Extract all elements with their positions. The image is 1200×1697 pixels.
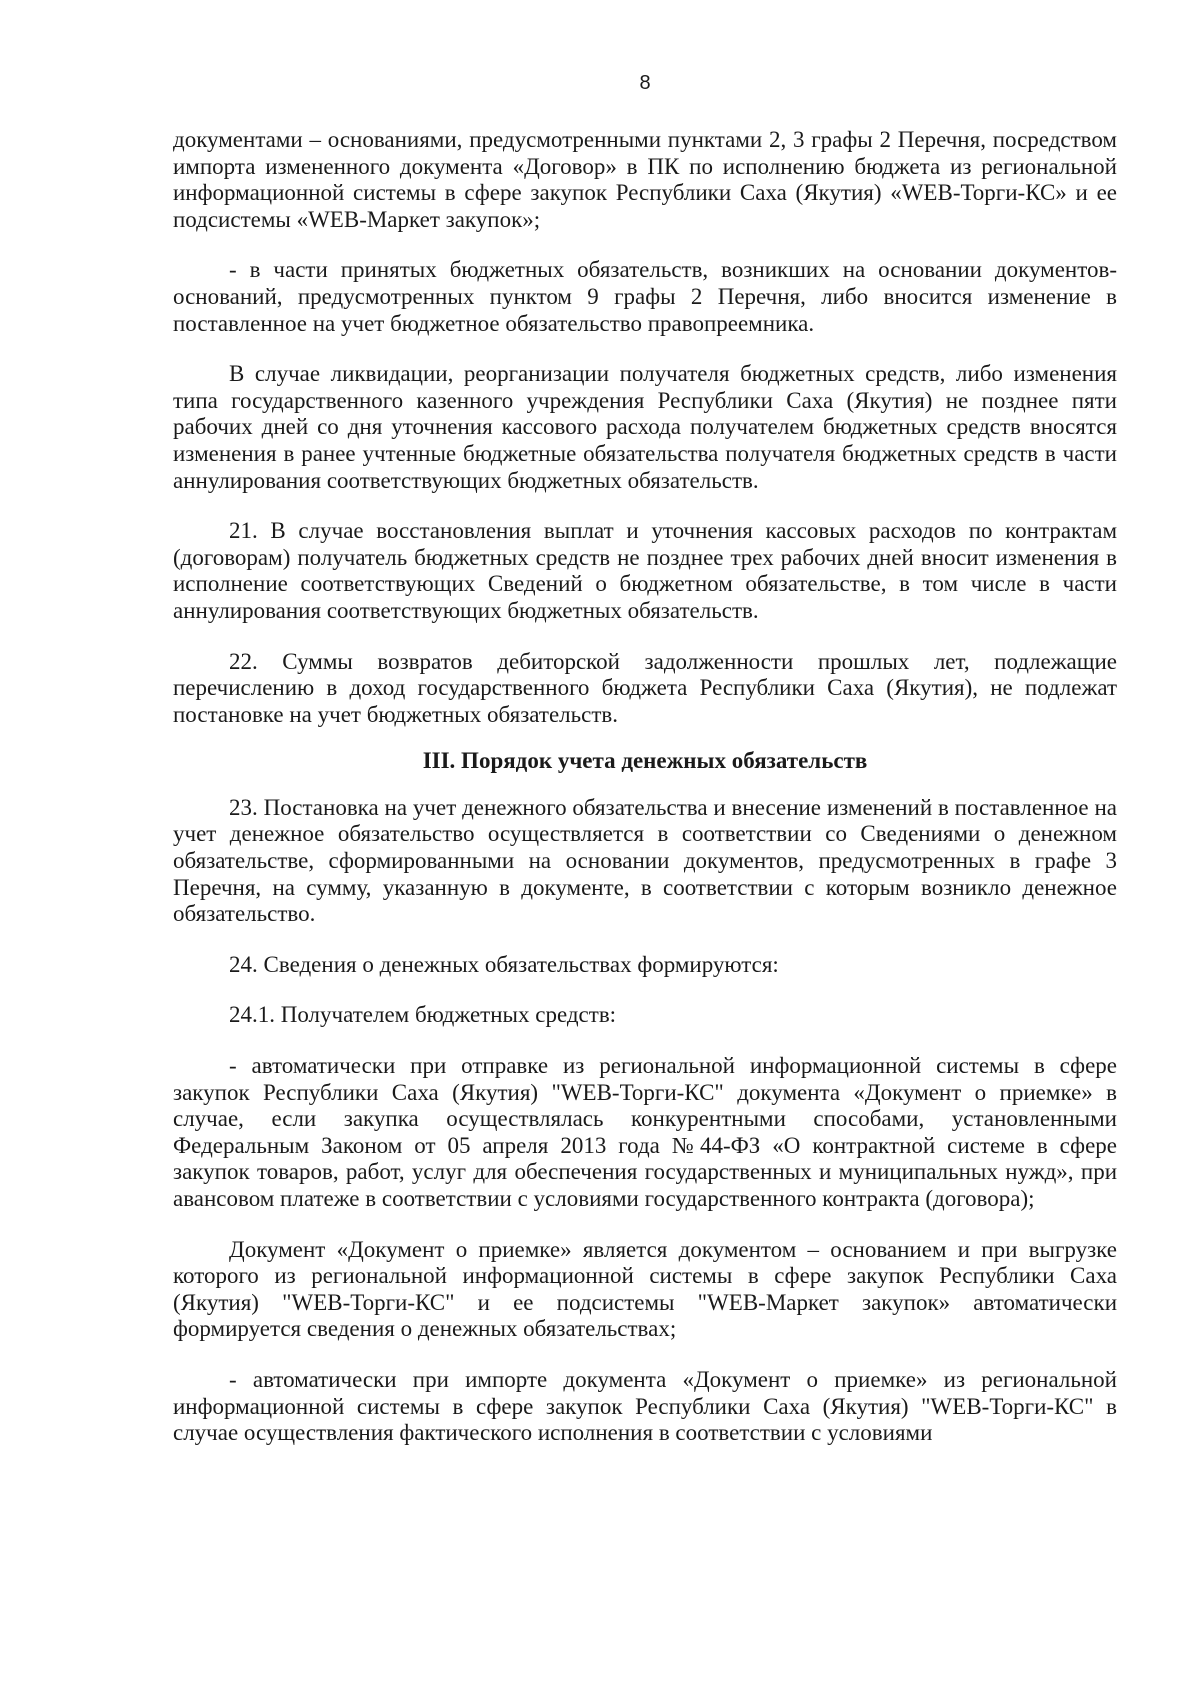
- paragraph-auto-import: - автоматически при импорте документа «Документ о приемке» из региональной информационной системы в сфере закупок Республики Саха (Якутия) "WEB-Торги-КС" в случае осуществления фактического исполнения в соответствии с условиями: [173, 1366, 1117, 1446]
- paragraph-auto-export: - автоматически при отправке из региональной информационной системы в сфере закупок Республики Саха (Якутия) "WEB-Торги-КС" документа «Документ о приемке» в случае, если закупка осуществлялась конкурентными способами, установленными Федеральным Законом от 05 апреля 2013 года №44-ФЗ «О контрактной системе в сфере закупок товаров, работ, услуг для обеспечения государственных и муниципальных нужд», при авансовом платеже в соответствии с условиями государственного контракта (договора);: [173, 1053, 1117, 1211]
- paragraph-acceptance-document: Документ «Документ о приемке» является документом – основанием и при выгрузке которого из региональной информационной системы в сфере закупок Республики Саха (Якутия) "WEB-Торги-КС" и ее подсистемы "WEB-Маркет закупок» автоматически формируется сведения о денежных обязательствах;: [173, 1236, 1117, 1342]
- paragraph-budget-obligations-successor: - в части принятых бюджетных обязательств, возникших на основании документов-оснований, предусмотренных пунктом 9 графы 2 Перечня, либо вносится изменение в поставленное на учет бюджетное обязательство правопреемника.: [173, 257, 1117, 336]
- paragraph-21: 21. В случае восстановления выплат и уточнения кассовых расходов по контрактам (договорам) получатель бюджетных средств не позднее трех рабочих дней вносит изменения в исполнение соответствующих Сведений о бюджетном обязательстве, в том числе в части аннулирования соответствующих бюджетных обязательств.: [173, 518, 1117, 623]
- page-number: 8: [639, 72, 651, 94]
- paragraph-24-1: 24.1. Получателем бюджетных средств:: [229, 1002, 617, 1028]
- paragraph-24: 24. Сведения о денежных обязательствах формируются:: [229, 951, 779, 977]
- paragraph-continuation: документами – основаниями, предусмотренными пунктами 2, 3 графы 2 Перечня, посредством импорта измененного документа «Договор» в ПК по исполнению бюджета из региональной информационной системы в сфере закупок Республики Саха (Якутия) «WEB-Торги-КС» и ее подсистемы «WEB-Маркет закупок»;: [173, 127, 1117, 232]
- document-body: [173, 127, 1117, 1447]
- section-heading: III. Порядок учета денежных обязательств: [422, 748, 868, 774]
- paragraph-23: 23. Постановка на учет денежного обязательства и внесение изменений в поставленное на учет денежное обязательство осуществляется в соответствии со Сведениями о денежном обязательстве, сформированными на основании документов, предусмотренных в графе 3 Перечня, на сумму, указанную в документе, в соответствии с которым возникло денежное обязательство.: [173, 794, 1117, 927]
- paragraph-22: 22. Суммы возвратов дебиторской задолженности прошлых лет, подлежащие перечислению в доход государственного бюджета Республики Саха (Якутия), не подлежат постановке на учет бюджетных обязательств.: [173, 648, 1117, 727]
- paragraph-liquidation: В случае ликвидации, реорганизации получателя бюджетных средств, либо изменения типа государственного казенного учреждения Республики Саха (Якутия) не позднее пяти рабочих дней со дня уточнения кассового расхода получателем бюджетных средств вносятся изменения в ранее учтенные бюджетные обязательства получателя бюджетных средств в части аннулирования соответствующих бюджетных обязательств.: [173, 361, 1117, 493]
